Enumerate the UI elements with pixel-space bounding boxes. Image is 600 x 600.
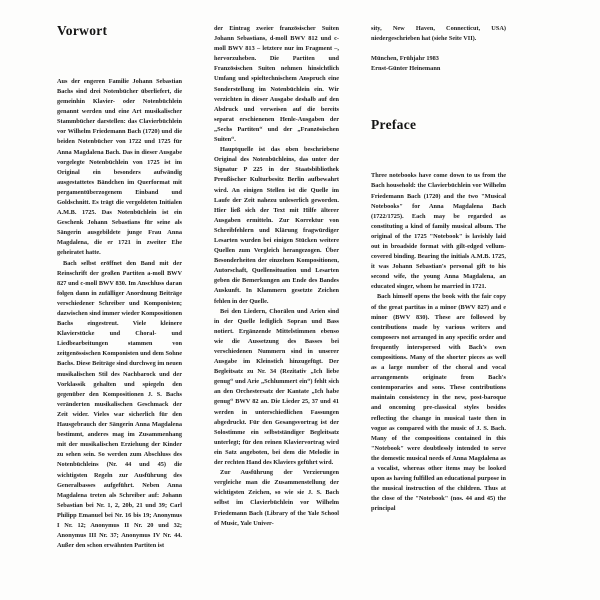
preface-spacer bbox=[371, 74, 506, 118]
colophon-place-date: München, Frühjahr 1983 bbox=[371, 55, 439, 63]
column-one bbox=[57, 24, 182, 584]
three-column-text-body bbox=[57, 24, 555, 584]
column-two bbox=[214, 24, 339, 584]
paragraph-spacer bbox=[371, 44, 506, 54]
german-paragraph-5-continued: sity, New Haven, Connecticut, USA) niedergeschrieben hat (siehe Seite VII). bbox=[371, 25, 506, 43]
page-title-preface: Preface bbox=[371, 117, 417, 133]
german-paragraph-3: Hauptquelle ist das oben beschriebene Original des Notenbüchleins, das unter der Signatur P 225 in der Staatsbibliothek Preußischer Kulturbesitz Berlin aufbewahrt wird. An einigen Stellen ist die Quelle im Laufe der Zeit nahezu unleserlich geworden. Hier ließ sich der Text mit Hilfe älterer Ausgaben ermitteln. Zur Korrektur von Schreibfehlern und Klärung fragwürdiger Lesarten wurden bei einigen Stücken weitere Quellen zum Vergleich herangezogen. Über Besonderheiten der einzelnen Kompositionen, Autorschaft, Quellensituation und Lesarten geben die Bemerkungen am Ende des Bandes Auskunft. In Klammern gesetzte Zeichen fehlen in der Quelle. bbox=[214, 146, 339, 305]
english-paragraph-1: Three notebooks have come down to us from the Bach household: the Clavierbüchlein vor Wilhelm Friedemann Bach (1720) and the two "Musical Notebooks" for Anna Magdalena Bach (1722/1725). Each may be regarded as constituting a kind of family musical album. The original of the 1725 "Notebook" is lavishly laid out in broadside format with gilt-edged vellum-covered binding. Bearing the initials A.M.B. 1725, it was Johann Sebastian's personal gift to his second wife, the young Anna Magdalena, an educated singer, whom he married in 1721. bbox=[371, 172, 506, 291]
german-paragraph-5: Zur Ausführung der Verzierungen vergleiche man die Zusammenstellung der wichtigsten Zeichen, so wie sie J. S. Bach selbst im Clavierbüchlein vor Wilhelm Friedemann Bach (Library of the Yale School of Music, Yale Univer- bbox=[214, 469, 339, 527]
german-paragraph-4: Bei den Liedern, Chorälen und Arien sind in der Quelle lediglich Sopran und Bass notiert. Ergänzende Mittelstimmen ebenso wie die Aussetzung des Basses bei verschiedenen Nummern sind in unserer Ausgabe im Kleinstich hinzugefügt. Der Begleitsatz zu Nr. 34 (Rezitativ „Ich liebe genug“ und Arie „Schlummert ein“) fehlt sich an den Orchestersatz der Kantate „Ich habe genug“ BWV 82 an. Die Lieder 25, 37 und 41 werden in unterschiedlichen Fassungen abgedruckt. Für den Gesangsvortrag ist der Solostimme ein selbstständiger Begleitsatz unterlegt; für den reinen Klaviervortrag wird ein Satz angeboten, bei dem die Melodie in der rechten Hand des Klaviers geführt wird. bbox=[214, 307, 339, 467]
colophon-author: Ernst-Günter Heinemann bbox=[371, 65, 441, 73]
german-paragraph-2-continued: der Eintrag zweier französischer Suiten Johann Sebastians, d-moll BWV 812 und c-moll BWV 813 – letztere nur im Fragment –, hervorzuheben. Die Partiten und Französischen Suiten nehmen hinsichtlich Umfang und spieltechnischem Anspruch eine Sonderstellung im Notenbüchlein ein. Wir verzichten in dieser Ausgabe deshalb auf den Abdruck und verweisen auf die bereits separat erschienenen Henle-Ausgaben der „Sechs Partiten“ und der „Französischen Suiten“. bbox=[214, 25, 339, 144]
english-paragraph-2: Bach himself opens the book with the fair copy of the great partitas in a minor (BWV 827) and e minor (BWV 830). These are followed by contributions made by various writers and composers not arranged in any specific order and frequently interspersed with Bach's own compositions. Many of the shorter pieces as well as a large number of the choral and vocal arrangements originate from Bach's contemporaries and sons. These contributions maintain consistency in the new, post-baroque and oncoming pre-classical styles besides reflecting the change in musical taste then in vogue as compared with the music of J. S. Bach. Many of the compositions contained in this "Notebook" were doubtlessly intended to serve the domestic musical needs of Anna Magdalena as a vocalist, whereas other items may be looked upon as having fulfilled an educational purpose in the musical instruction of the children. Thus at the close of the "Notebook" (nos. 44 and 45) the principal bbox=[371, 293, 506, 513]
column-three bbox=[371, 24, 506, 584]
german-paragraph-2-part-a: Bach selbst eröffnet den Band mit der Reinschrift der großen Partiten a-moll BWV 827 und c-moll BWV 830. Im Anschluss daran folgen dann in zufälliger Anordnung Beiträge verschiedener Schreiber und Komponisten; dazwischen sind immer wieder Kompositionen Bachs eingestreut. Viele kleinere Klavierstücke und Choral- und Liedbearbeitungen stammen von zeitgenössischen Komponisten und dem Sohne Bachs. Diese Beiträge sind durchweg im neuen musikalischen Stil des Nachbarock und der Vorklassik gehalten und spiegeln den gegenüber den Kompositionen J. S. Bachs veränderten musikalischen Geschmack der Zeit wider. Vieles war sicherlich für den Hausgebrauch der Sängerin Anna Magdalena bestimmt, anderes mag im Zusammenhang mit der musikalischen Erziehung der Kinder zu sehen sein. So werden zum Abschluss des Notenbüchleins (Nr. 44 und 45) die wichtigsten Regeln zur Ausführung des Generalbasses aufgeführt. Neben Anna Magdalena treten als Schreiber auf: Johann Sebastian bei Nr. 1, 2, 20b, 21 und 39; Carl Philipp Emanuel bei Nr. 16 bis 19; Anonymus I Nr. 12; Anonymus II Nr. 20 und 32; Anonymus III Nr. 37; Anonymus IV Nr. 44. Außer den schon erwähnten Partiten ist bbox=[57, 259, 182, 550]
page-title-vorwort: Vorwort bbox=[57, 24, 108, 38]
german-paragraph-1: Aus der engeren Familie Johann Sebastian Bachs sind drei Notenbücher überliefert, die gemeinhin Klavier- oder Notenbüchlein genannt werden und eine Art musikalischer Stammbücher darstellen: das Clavierbüchlein vor Wilhelm Friedemann Bach (1720) und die beiden Notenbücher von 1722 und 1725 für Anna Magdalena Bach. Das in dieser Ausgabe vorgelegte Notenbüchlein von 1725 ist im Original ein besonders aufwändig ausgestattetes Bändchen im Querformat mit pergamentüberzogenem Einband und Goldschnitt. Es trägt die vergoldeten Initialen A.M.B. 1725. Das Notenbüchlein ist ein Geschenk Johann Sebastians für seine als Sängerin ausgebildete junge Frau Anna Magdalena, die er 1721 in zweiter Ehe geheiratet hatte. bbox=[57, 77, 182, 257]
colophon bbox=[371, 54, 506, 74]
